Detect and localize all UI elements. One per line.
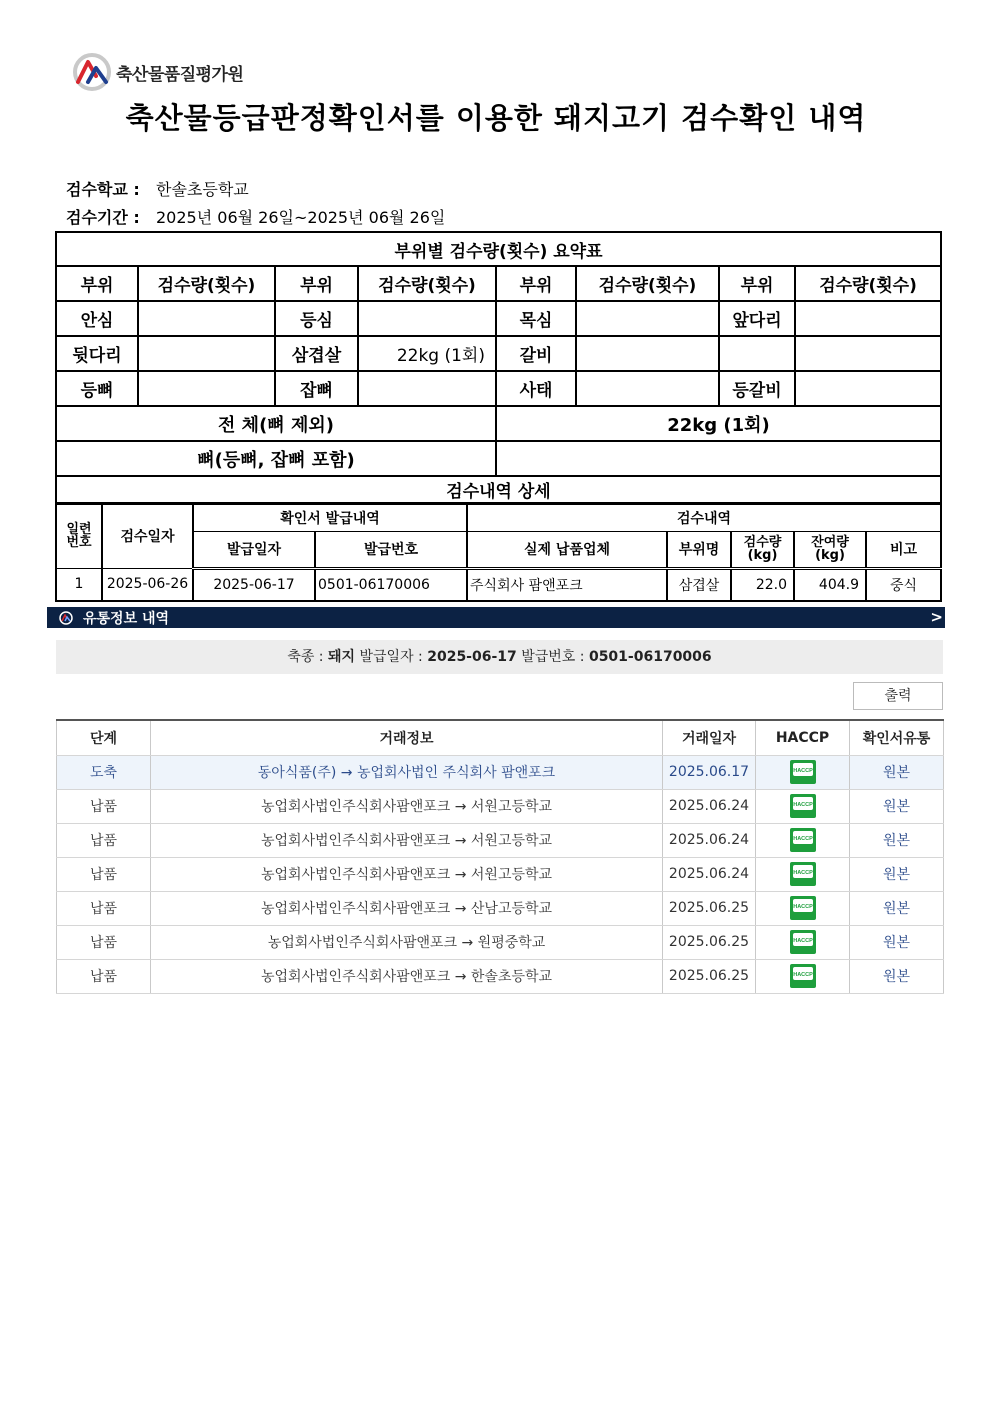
trade-date-cell: 2025.06.17 [663,755,756,789]
part-cell: 등뼈 [56,371,138,406]
total-value: 22kg (1회) [496,406,941,441]
col-date: 검수일자 [102,504,193,568]
cert-cell[interactable]: 원본 [850,925,944,959]
summary-title: 부위별 검수량(횟수) 요약표 [56,232,941,266]
part-cell: 목심 [496,301,576,336]
qty-cell [576,371,719,406]
part-cell: 갈비 [496,336,576,371]
issue-no-cell: 0501-06170006 [315,568,467,601]
qty-cell [358,371,496,406]
summary-row [56,336,941,371]
haccp-cell [756,823,850,857]
issue-no-label: 발급번호 : [516,649,589,665]
dist-section-bar[interactable] [47,607,945,628]
period-value: 2025년 06월 26일~2025년 06월 26일 [156,208,446,227]
col-issue-date: 발급일자 [193,531,315,568]
haccp-badge-text: HACCP [792,870,813,876]
qty-cell: 22.0 [731,568,794,601]
haccp-badge-icon[interactable] [789,895,817,921]
issue-no-value: 0501-06170006 [588,649,712,665]
detail-title: 검수내역 상세 [56,476,941,503]
school-value: 한솔초등학교 [156,180,249,199]
bone-label: 뼈(등뼈, 잡뼈 포함) [56,441,496,476]
haccp-badge-icon[interactable] [789,929,817,955]
col-qty: 검수량(횟수) [138,266,275,301]
trade-info-cell: 농업회사법인주식회사팜앤포크 → 한솔초등학교 [151,959,663,993]
col-supplier: 실제 납품업체 [467,531,667,568]
col-stage: 단계 [57,720,151,755]
col-note: 비고 [866,531,941,568]
table-row[interactable] [57,789,944,823]
haccp-cell [756,755,850,789]
haccp-cell [756,857,850,891]
cert-cell[interactable]: 원본 [850,959,944,993]
col-trade-info: 거래정보 [151,720,663,755]
detail-table [55,503,942,602]
cert-cell[interactable]: 원본 [850,789,944,823]
haccp-badge-icon[interactable] [789,759,817,785]
part-cell: 잡뼈 [275,371,358,406]
issue-date-label: 발급일자 : [355,649,428,665]
seq-cell: 1 [56,568,102,601]
col-qty: 검수량(횟수) [358,266,496,301]
total-label: 전 체(뼈 제외) [56,406,496,441]
stage-cell: 납품 [57,823,151,857]
table-row[interactable] [57,857,944,891]
haccp-badge-icon[interactable] [789,963,817,989]
table-row [56,568,941,601]
summary-row [56,371,941,406]
table-row[interactable] [57,823,944,857]
dist-table [56,719,944,994]
stage-cell: 도축 [57,755,151,789]
trade-info-cell: 동아식품(주) → 농업회사법인 주식회사 팜앤포크 [151,755,663,789]
qty-cell: 22kg (1회) [358,336,496,371]
trade-info-cell: 농업회사법인주식회사팜앤포크 → 서원고등학교 [151,823,663,857]
qty-cell [795,371,941,406]
haccp-badge-text: HACCP [792,802,813,808]
org-name: 축산물품질평가원 [116,64,244,85]
table-row[interactable] [57,891,944,925]
trade-date-cell: 2025.06.24 [663,823,756,857]
part-cell: 안심 [56,301,138,336]
haccp-badge-text: HACCP [792,972,813,978]
group-cert: 확인서 발급내역 [193,504,467,531]
col-part: 부위 [719,266,795,301]
cert-cell[interactable]: 원본 [850,857,944,891]
school-meta [66,177,249,200]
summary-table [55,231,942,504]
haccp-badge-icon[interactable] [789,861,817,887]
trade-date-cell: 2025.06.24 [663,857,756,891]
note-cell: 중식 [866,568,941,601]
dist-section-title: 유통정보 내역 [83,610,170,627]
part-cell: 삼겹살 [275,336,358,371]
qty-cell [795,336,941,371]
haccp-badge-text: HACCP [792,768,813,774]
col-haccp: HACCP [756,720,850,755]
part-cell [719,336,795,371]
stage-cell: 납품 [57,959,151,993]
qty-cell [358,301,496,336]
trade-date-cell: 2025.06.24 [663,789,756,823]
cert-cell[interactable]: 원본 [850,891,944,925]
part-cell: 삼겹살 [667,568,731,601]
col-qty: 검수량(횟수) [576,266,719,301]
table-row[interactable] [57,755,944,789]
haccp-badge-icon[interactable] [789,827,817,853]
haccp-badge-icon[interactable] [789,793,817,819]
table-row[interactable] [57,925,944,959]
period-meta [66,205,445,228]
issue-date-value: 2025-06-17 [427,649,517,665]
qty-cell [138,336,275,371]
col-qty: 검수량 (kg) [731,531,794,568]
logo-mini-icon [59,611,73,625]
col-issue-no: 발급번호 [315,531,467,568]
qty-cell [795,301,941,336]
haccp-badge-text: HACCP [792,904,813,910]
table-row[interactable] [57,959,944,993]
qty-cell [576,301,719,336]
qty-cell [138,371,275,406]
stage-cell: 납품 [57,925,151,959]
col-part: 부위 [56,266,138,301]
col-qty: 검수량(횟수) [795,266,941,301]
haccp-badge-text: HACCP [792,836,813,842]
bone-value [496,441,941,476]
chevron-right-icon[interactable]: > [930,608,943,626]
col-part: 부위 [275,266,358,301]
period-label: 검수기간 : [66,208,140,227]
dist-info-box [56,640,943,674]
part-cell: 사태 [496,371,576,406]
date-cell: 2025-06-26 [102,568,193,601]
trade-info-cell: 농업회사법인주식회사팜앤포크 → 원평중학교 [151,925,663,959]
group-insp: 검수내역 [467,504,941,531]
trade-date-cell: 2025.06.25 [663,959,756,993]
col-seq: 일련 번호 [56,504,102,568]
species-label: 축종 : [287,649,328,665]
cert-cell[interactable]: 원본 [850,823,944,857]
qty-cell [576,336,719,371]
trade-info-cell: 농업회사법인주식회사팜앤포크 → 서원고등학교 [151,857,663,891]
col-part: 부위명 [667,531,731,568]
col-cert: 확인서유통 [850,720,944,755]
stage-cell: 납품 [57,891,151,925]
trade-date-cell: 2025.06.25 [663,925,756,959]
col-part: 부위 [496,266,576,301]
logo-icon [72,52,112,92]
haccp-cell [756,959,850,993]
haccp-cell [756,891,850,925]
qty-cell [138,301,275,336]
issue-date-cell: 2025-06-17 [193,568,315,601]
part-cell: 앞다리 [719,301,795,336]
supplier-cell: 주식회사 팜앤포크 [467,568,667,601]
haccp-badge-text: HACCP [792,938,813,944]
haccp-cell [756,789,850,823]
page-title: 축산물등급판정확인서를 이용한 돼지고기 검수확인 내역 [125,101,867,135]
summary-row [56,301,941,336]
trade-info-cell: 농업회사법인주식회사팜앤포크 → 산남고등학교 [151,891,663,925]
part-cell: 뒷다리 [56,336,138,371]
haccp-cell [756,925,850,959]
col-remain: 잔여량 (kg) [794,531,866,568]
trade-info-cell: 농업회사법인주식회사팜앤포크 → 서원고등학교 [151,789,663,823]
stage-cell: 납품 [57,857,151,891]
trade-date-cell: 2025.06.25 [663,891,756,925]
print-button[interactable]: 출력 [853,682,943,710]
remain-cell: 404.9 [794,568,866,601]
stage-cell: 납품 [57,789,151,823]
school-label: 검수학교 : [66,180,140,199]
org-logo [72,52,243,92]
part-cell: 등갈비 [719,371,795,406]
cert-cell[interactable]: 원본 [850,755,944,789]
col-trade-date: 거래일자 [663,720,756,755]
part-cell: 등심 [275,301,358,336]
species-value: 돼지 [327,649,356,665]
